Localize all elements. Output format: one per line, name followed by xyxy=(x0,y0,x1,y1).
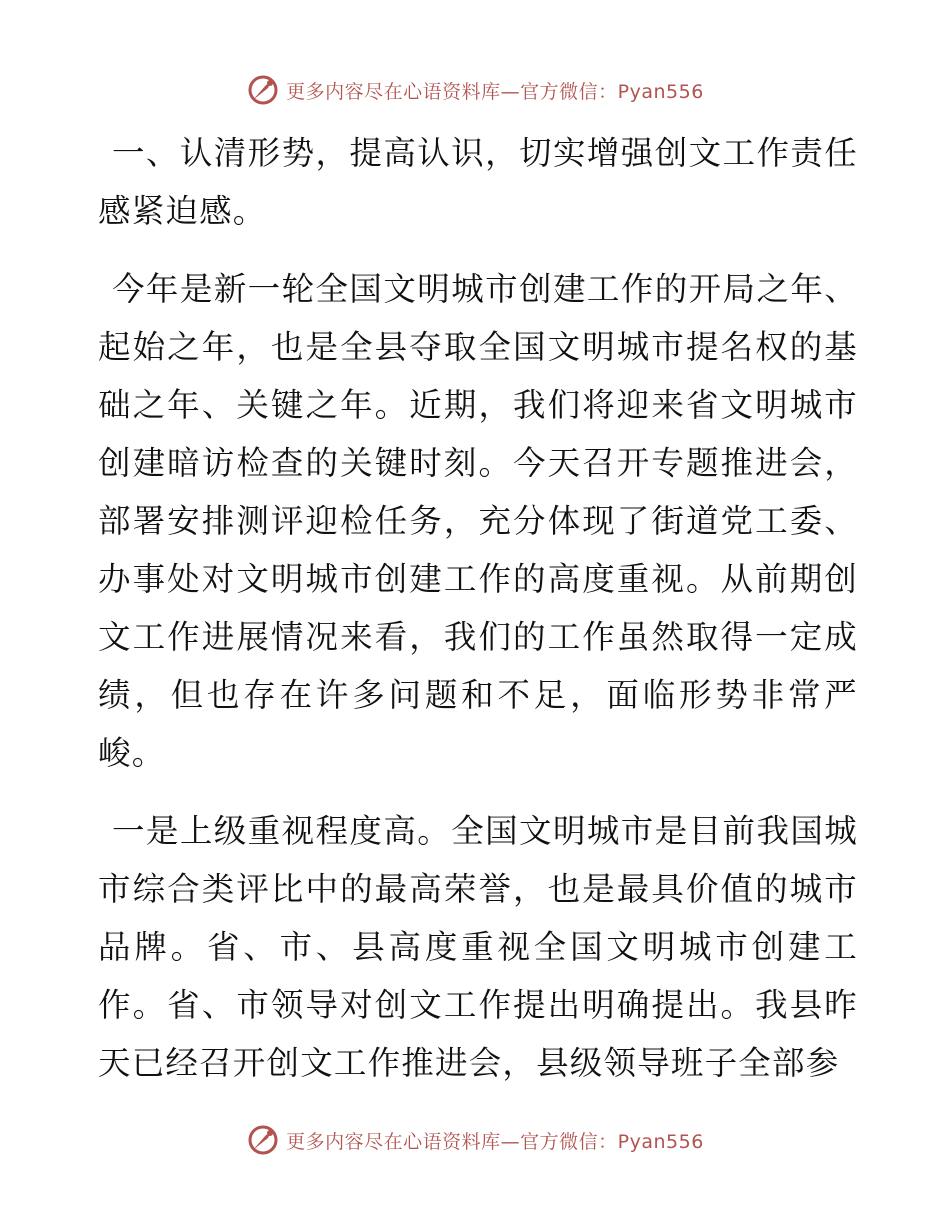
paragraph: 今年是新一轮全国文明城市创建工作的开局之年、起始之年，也是全县夺取全国文明城市提名权的基础之年、关键之年。近期，我们将迎来省文明城市创建暗访检查的关键时刻。今天召开专题推进会，部署安排测评迎检任务，充分体现了街道党工委、办事处对文明城市创建工作的高度重视。从前期创文工作进展情况来看，我们的工作虽然取得一定成绩，但也存在许多问题和不足，面临形势非常严峻。 xyxy=(98,270,858,772)
pen-nib-logo-icon xyxy=(246,1123,280,1157)
paragraph: 一是上级重视程度高。全国文明城市是目前我国城市综合类评比中的最高荣誉，也是最具价值的城市品牌。省、市、县高度重视全国文明城市创建工作。省、市领导对创文工作提出明确提出。我县昨天已经召开创文工作推进会，县级领导班子全部参 xyxy=(98,812,858,1082)
document-body xyxy=(98,124,858,1092)
watermark-text: 更多内容尽在心语资料库—官方微信：Pyan556 xyxy=(286,1130,704,1153)
section-heading: 一、认清形势，提高认识，切实增强创文工作责任感紧迫感。 xyxy=(98,134,858,230)
watermark-header xyxy=(0,70,950,110)
watermark-text: 更多内容尽在心语资料库—官方微信：Pyan556 xyxy=(286,80,704,103)
pen-nib-logo-icon xyxy=(246,73,280,107)
watermark-footer xyxy=(0,1120,950,1160)
